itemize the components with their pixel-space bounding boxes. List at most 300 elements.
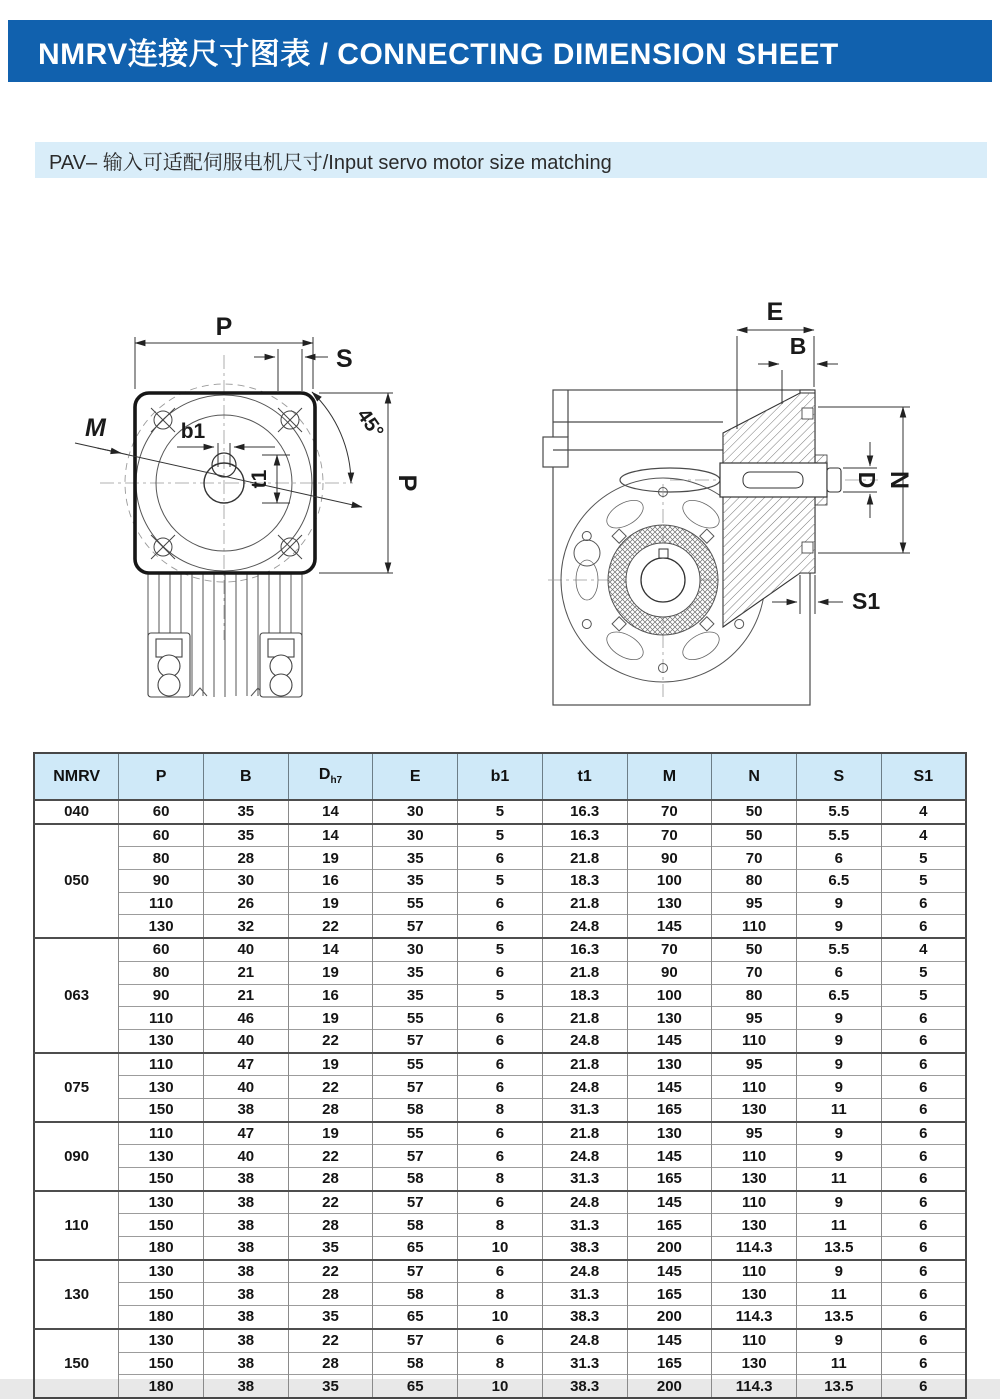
table-cell: 16.3 [542, 938, 627, 961]
table-cell: 31.3 [542, 1352, 627, 1375]
table-cell: 165 [627, 1098, 712, 1121]
table-cell: 24.8 [542, 1029, 627, 1052]
table-cell: 5 [458, 824, 543, 847]
table-cell: 95 [712, 1122, 797, 1145]
table-cell: 6 [458, 1076, 543, 1099]
table-cell: 70 [712, 961, 797, 984]
table-cell: 40 [203, 938, 288, 961]
table-cell: 6 [881, 892, 966, 915]
table-cell: 6 [458, 1260, 543, 1283]
table-cell: 5 [881, 870, 966, 893]
table-cell: 38 [203, 1375, 288, 1398]
subtitle-bar [35, 142, 987, 178]
table-cell: 10 [458, 1237, 543, 1260]
table-cell: 35 [373, 984, 458, 1007]
table-cell: 22 [288, 1260, 373, 1283]
table-cell: 130 [712, 1214, 797, 1237]
table-cell: 32 [203, 915, 288, 938]
table-header [34, 753, 966, 800]
dim-label-d: D [854, 471, 880, 489]
table-cell: 14 [288, 800, 373, 824]
table-cell: 57 [373, 1076, 458, 1099]
dim-label-p-top: P [215, 313, 233, 341]
table-cell: 31.3 [542, 1168, 627, 1191]
table-cell: 6 [881, 1237, 966, 1260]
table-cell: 110 [712, 1191, 797, 1214]
table-cell: 6 [796, 847, 881, 870]
table-cell: 58 [373, 1098, 458, 1121]
column-header: P [119, 753, 204, 800]
table-cell: 31.3 [542, 1214, 627, 1237]
table-cell: 40 [203, 1029, 288, 1052]
dim-label-s1: S1 [852, 588, 881, 614]
dim-label-s: S [336, 345, 353, 373]
table-cell: 130 [712, 1283, 797, 1306]
table-cell: 110 [119, 1007, 204, 1030]
table-cell: 70 [627, 824, 712, 847]
table-cell: 22 [288, 1029, 373, 1052]
table-cell: 24.8 [542, 1329, 627, 1352]
table-cell: 130 [627, 1007, 712, 1030]
table-cell: 28 [203, 847, 288, 870]
model-cell: 050 [34, 824, 119, 938]
table-cell: 21 [203, 961, 288, 984]
table-cell: 6 [458, 1053, 543, 1076]
column-header: N [712, 753, 797, 800]
table-cell: 55 [373, 892, 458, 915]
table-cell: 6 [881, 1329, 966, 1352]
table-row [34, 984, 966, 1007]
column-header: E [373, 753, 458, 800]
table-cell: 6 [881, 1214, 966, 1237]
table-cell: 114.3 [712, 1237, 797, 1260]
model-cell: 130 [34, 1260, 119, 1329]
table-cell: 110 [119, 1053, 204, 1076]
page-title: NMRV连接尺寸图表 / CONNECTING DIMENSION SHEET [38, 38, 839, 71]
table-cell: 6 [458, 915, 543, 938]
table-cell: 6.5 [796, 870, 881, 893]
table-cell: 110 [712, 1029, 797, 1052]
table-row [34, 1007, 966, 1030]
table-row [34, 1329, 966, 1352]
front-view-drawing [35, 295, 485, 740]
table-cell: 35 [288, 1375, 373, 1398]
table-cell: 6 [458, 847, 543, 870]
table-cell: 6 [881, 915, 966, 938]
table-cell: 13.5 [796, 1237, 881, 1260]
table-cell: 11 [796, 1098, 881, 1121]
table-cell: 47 [203, 1053, 288, 1076]
front-dimensions [75, 313, 421, 573]
table-cell: 130 [712, 1168, 797, 1191]
page-title-banner [8, 20, 992, 82]
table-cell: 180 [119, 1375, 204, 1398]
table-cell: 6 [458, 1029, 543, 1052]
table-cell: 145 [627, 1329, 712, 1352]
table-cell: 80 [119, 847, 204, 870]
column-header: $D_{h7}$ [288, 753, 373, 800]
input-flange-section [723, 390, 827, 627]
table-cell: 38 [203, 1214, 288, 1237]
table-cell: 6.5 [796, 984, 881, 1007]
table-cell: 130 [119, 1029, 204, 1052]
table-cell: 38.3 [542, 1306, 627, 1329]
table-cell: 11 [796, 1352, 881, 1375]
table-cell: 90 [119, 870, 204, 893]
table-cell: 80 [712, 870, 797, 893]
table-cell: 58 [373, 1168, 458, 1191]
table-cell: 14 [288, 824, 373, 847]
table-row [34, 1352, 966, 1375]
table-cell: 60 [119, 824, 204, 847]
table-cell: 28 [288, 1098, 373, 1121]
table-cell: 60 [119, 800, 204, 824]
table-cell: 9 [796, 915, 881, 938]
table-cell: 110 [712, 1260, 797, 1283]
table-cell: 57 [373, 915, 458, 938]
table-cell: 21.8 [542, 1007, 627, 1030]
table-cell: 28 [288, 1352, 373, 1375]
table-row [34, 961, 966, 984]
table-cell: 8 [458, 1168, 543, 1191]
table-cell: 6 [458, 1191, 543, 1214]
table-cell: 80 [119, 961, 204, 984]
table-cell: 57 [373, 1329, 458, 1352]
table-cell: 30 [373, 938, 458, 961]
dimension-table [33, 752, 967, 1399]
table-cell: 8 [458, 1352, 543, 1375]
table-cell: 145 [627, 1260, 712, 1283]
table-cell: 130 [119, 1145, 204, 1168]
table-cell: 38 [203, 1283, 288, 1306]
table-cell: 6 [458, 1329, 543, 1352]
table-cell: 28 [288, 1168, 373, 1191]
table-cell: 22 [288, 1329, 373, 1352]
table-cell: 5 [458, 984, 543, 1007]
table-cell: 55 [373, 1007, 458, 1030]
table-cell: 6 [796, 961, 881, 984]
table-cell: 200 [627, 1306, 712, 1329]
table-cell: 58 [373, 1283, 458, 1306]
table-cell: 100 [627, 870, 712, 893]
table-cell: 24.8 [542, 915, 627, 938]
table-row [34, 1122, 966, 1145]
table-cell: 9 [796, 1029, 881, 1052]
table-cell: 95 [712, 892, 797, 915]
table-cell: 35 [288, 1306, 373, 1329]
table-cell: 57 [373, 1260, 458, 1283]
model-cell: 063 [34, 938, 119, 1052]
table-row [34, 1237, 966, 1260]
table-cell: 6 [458, 892, 543, 915]
table-cell: 24.8 [542, 1260, 627, 1283]
table-cell: 28 [288, 1283, 373, 1306]
table-cell: 22 [288, 1191, 373, 1214]
table-cell: 30 [203, 870, 288, 893]
table-cell: 150 [119, 1168, 204, 1191]
table-cell: 6 [881, 1053, 966, 1076]
table-row [34, 870, 966, 893]
table-cell: 10 [458, 1306, 543, 1329]
table-row [34, 892, 966, 915]
table-cell: 6 [881, 1191, 966, 1214]
table-cell: 8 [458, 1214, 543, 1237]
table-cell: 38 [203, 1352, 288, 1375]
table-cell: 165 [627, 1214, 712, 1237]
table-cell: 5 [458, 870, 543, 893]
table-row [34, 1076, 966, 1099]
table-cell: 46 [203, 1007, 288, 1030]
table-cell: 38 [203, 1329, 288, 1352]
column-header: S1 [881, 753, 966, 800]
table-cell: 110 [712, 915, 797, 938]
table-cell: 16.3 [542, 800, 627, 824]
table-cell: 19 [288, 1122, 373, 1145]
table-cell: 5 [881, 984, 966, 1007]
table-cell: 40 [203, 1076, 288, 1099]
table-cell: 38.3 [542, 1237, 627, 1260]
table-cell: 14 [288, 938, 373, 961]
mounting-holes [151, 408, 302, 559]
table-cell: 6 [458, 1122, 543, 1145]
table-cell: 50 [712, 800, 797, 824]
table-cell: 4 [881, 824, 966, 847]
table-cell: 5.5 [796, 824, 881, 847]
table-cell: 5 [458, 938, 543, 961]
table-cell: 150 [119, 1352, 204, 1375]
table-cell: 19 [288, 847, 373, 870]
table-cell: 6 [458, 1145, 543, 1168]
table-cell: 16 [288, 984, 373, 1007]
table-cell: 6 [881, 1260, 966, 1283]
table-cell: 57 [373, 1145, 458, 1168]
table-cell: 145 [627, 1191, 712, 1214]
dim-label-45: 45° [352, 404, 388, 443]
table-cell: 110 [712, 1329, 797, 1352]
table-cell: 90 [627, 847, 712, 870]
table-cell: 9 [796, 1076, 881, 1099]
table-cell: 16.3 [542, 824, 627, 847]
dim-label-n: N [885, 470, 913, 490]
dim-label-p-side: P [393, 474, 421, 492]
table-cell: 38 [203, 1260, 288, 1283]
table-cell: 11 [796, 1214, 881, 1237]
table-cell: 6 [881, 1007, 966, 1030]
table-cell: 130 [119, 1191, 204, 1214]
table-cell: 47 [203, 1122, 288, 1145]
column-header: t1 [542, 753, 627, 800]
table-cell: 165 [627, 1168, 712, 1191]
table-cell: 58 [373, 1214, 458, 1237]
table-cell: 9 [796, 892, 881, 915]
column-header: B [203, 753, 288, 800]
table-cell: 22 [288, 1145, 373, 1168]
table-cell: 38 [203, 1237, 288, 1260]
table-cell: 60 [119, 938, 204, 961]
table-cell: 180 [119, 1237, 204, 1260]
table-cell: 9 [796, 1007, 881, 1030]
table-row [34, 1191, 966, 1214]
table-row [34, 1098, 966, 1121]
table-cell: 57 [373, 1191, 458, 1214]
subtitle-text: PAV– 输入可适配伺服电机尺寸/Input servo motor size matching [49, 151, 612, 174]
table-cell: 70 [627, 938, 712, 961]
table-cell: 35 [373, 961, 458, 984]
table-cell: 35 [203, 824, 288, 847]
table-cell: 95 [712, 1053, 797, 1076]
table-cell: 100 [627, 984, 712, 1007]
table-cell: 110 [119, 892, 204, 915]
table-cell: 50 [712, 938, 797, 961]
table-cell: 90 [627, 961, 712, 984]
table-row [34, 847, 966, 870]
table-cell: 90 [119, 984, 204, 1007]
table-body [34, 800, 966, 1398]
table-cell: 4 [881, 800, 966, 824]
table-cell: 6 [881, 1283, 966, 1306]
table-cell: 130 [119, 1329, 204, 1352]
column-header: M [627, 753, 712, 800]
table-row [34, 1260, 966, 1283]
table-cell: 38.3 [542, 1375, 627, 1398]
table-cell: 22 [288, 1076, 373, 1099]
table-cell: 35 [203, 800, 288, 824]
table-cell: 165 [627, 1352, 712, 1375]
table-cell: 21.8 [542, 892, 627, 915]
table-cell: 31.3 [542, 1283, 627, 1306]
table-cell: 28 [288, 1214, 373, 1237]
table-cell: 22 [288, 915, 373, 938]
table-cell: 5.5 [796, 938, 881, 961]
table-cell: 145 [627, 1076, 712, 1099]
table-cell: 21 [203, 984, 288, 1007]
table-cell: 57 [373, 1029, 458, 1052]
table-cell: 8 [458, 1098, 543, 1121]
table-cell: 6 [881, 1168, 966, 1191]
input-shaft [720, 463, 841, 497]
table-cell: 130 [119, 1260, 204, 1283]
table-cell: 30 [373, 800, 458, 824]
table-cell: 6 [881, 1375, 966, 1398]
column-header: NMRV [34, 753, 119, 800]
table-cell: 8 [458, 1283, 543, 1306]
table-cell: 5 [881, 961, 966, 984]
table-cell: 24.8 [542, 1145, 627, 1168]
table-cell: 130 [627, 1122, 712, 1145]
table-cell: 21.8 [542, 1122, 627, 1145]
table-cell: 6 [881, 1145, 966, 1168]
table-cell: 35 [373, 870, 458, 893]
table-cell: 6 [458, 1007, 543, 1030]
table-cell: 65 [373, 1375, 458, 1398]
table-cell: 95 [712, 1007, 797, 1030]
table-cell: 19 [288, 892, 373, 915]
table-cell: 130 [627, 1053, 712, 1076]
table-cell: 6 [881, 1306, 966, 1329]
table-row [34, 1306, 966, 1329]
table-cell: 6 [881, 1352, 966, 1375]
column-header: b1 [458, 753, 543, 800]
model-cell: 075 [34, 1053, 119, 1122]
table-cell: 31.3 [542, 1098, 627, 1121]
table-cell: 35 [373, 847, 458, 870]
table-cell: 130 [712, 1098, 797, 1121]
table-cell: 130 [627, 892, 712, 915]
table-cell: 55 [373, 1122, 458, 1145]
table-row [34, 800, 966, 824]
table-cell: 114.3 [712, 1306, 797, 1329]
table-cell: 9 [796, 1329, 881, 1352]
table-cell: 150 [119, 1098, 204, 1121]
table-cell: 114.3 [712, 1375, 797, 1398]
table-cell: 26 [203, 892, 288, 915]
table-cell: 5 [881, 847, 966, 870]
table-row [34, 1283, 966, 1306]
table-cell: 55 [373, 1053, 458, 1076]
table-cell: 130 [119, 915, 204, 938]
header-row [34, 753, 966, 800]
table-row [34, 1029, 966, 1052]
table-cell: 40 [203, 1145, 288, 1168]
table-cell: 145 [627, 915, 712, 938]
table-row [34, 1168, 966, 1191]
table-cell: 13.5 [796, 1375, 881, 1398]
table-cell: 150 [119, 1214, 204, 1237]
table-cell: 19 [288, 1007, 373, 1030]
table-cell: 110 [712, 1076, 797, 1099]
table-cell: 110 [119, 1122, 204, 1145]
table-cell: 6 [881, 1122, 966, 1145]
table-cell: 9 [796, 1122, 881, 1145]
dim-label-t1: t1 [248, 469, 271, 489]
model-cell: 110 [34, 1191, 119, 1260]
table-cell: 70 [627, 800, 712, 824]
table-row [34, 1214, 966, 1237]
table-cell: 30 [373, 824, 458, 847]
table-cell: 11 [796, 1168, 881, 1191]
table-cell: 180 [119, 1306, 204, 1329]
table-cell: 110 [712, 1145, 797, 1168]
table-cell: 19 [288, 961, 373, 984]
table-cell: 5.5 [796, 800, 881, 824]
table-cell: 18.3 [542, 984, 627, 1007]
table-cell: 70 [712, 847, 797, 870]
model-cell: 150 [34, 1329, 119, 1398]
table-cell: 5 [458, 800, 543, 824]
table-row [34, 1145, 966, 1168]
table-cell: 65 [373, 1306, 458, 1329]
table-cell: 9 [796, 1053, 881, 1076]
table-cell: 200 [627, 1237, 712, 1260]
dimension-table-wrapper [33, 752, 967, 1399]
table-cell: 165 [627, 1283, 712, 1306]
table-cell: 11 [796, 1283, 881, 1306]
table-cell: 150 [119, 1283, 204, 1306]
table-cell: 21.8 [542, 847, 627, 870]
table-row [34, 915, 966, 938]
table-cell: 50 [712, 824, 797, 847]
dim-label-m: M [85, 414, 106, 442]
table-cell: 16 [288, 870, 373, 893]
side-view-drawing [520, 292, 970, 737]
model-cell: 090 [34, 1122, 119, 1191]
table-row [34, 938, 966, 961]
table-cell: 24.8 [542, 1191, 627, 1214]
dim-label-b: B [789, 333, 807, 359]
table-cell: 13.5 [796, 1306, 881, 1329]
table-cell: 38 [203, 1306, 288, 1329]
table-row [34, 1375, 966, 1398]
